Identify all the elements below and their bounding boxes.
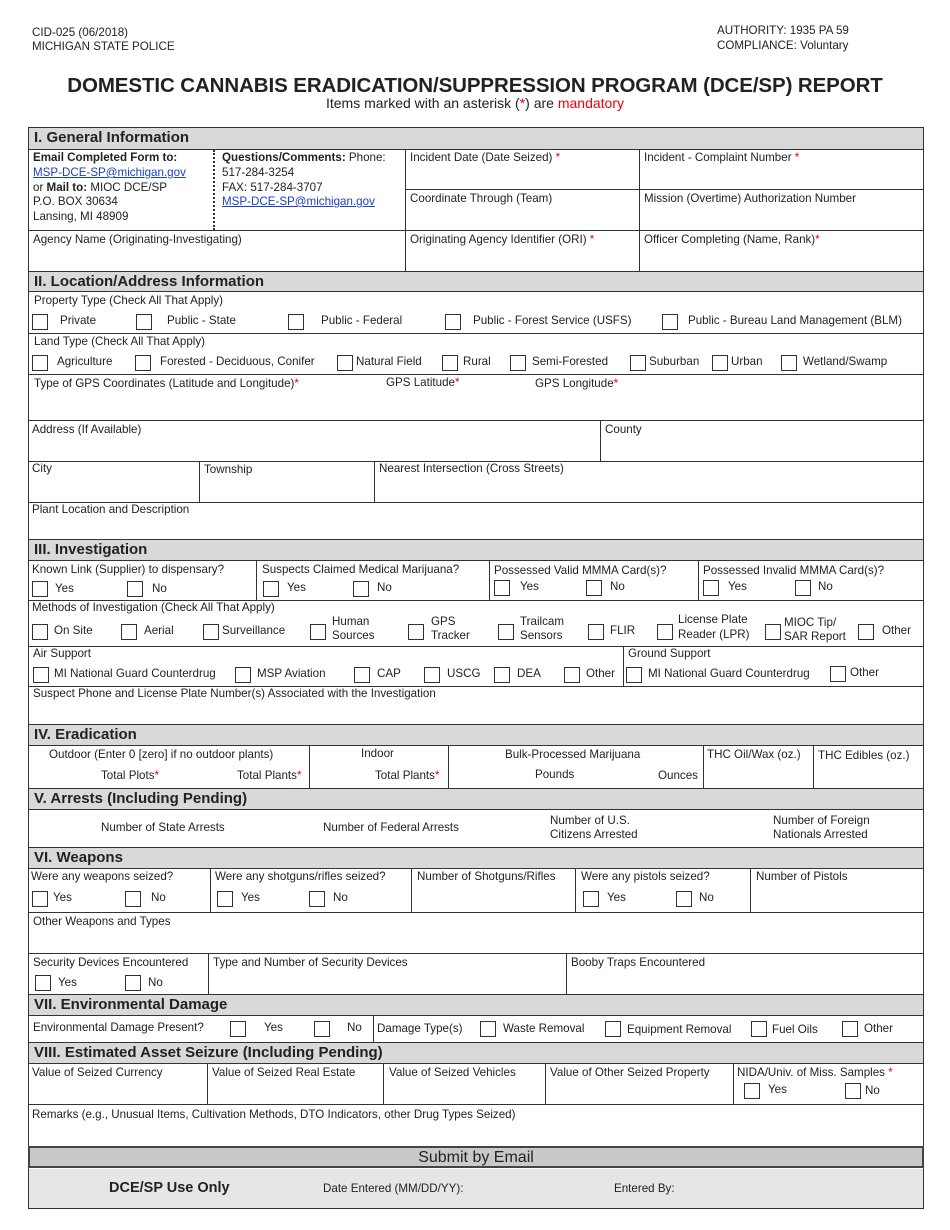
entered-by-field[interactable]: Entered By: [614,1182,675,1195]
land-agriculture-label: Agriculture [57,355,113,368]
seized-vehicles-field[interactable]: Value of Seized Vehicles [389,1066,516,1079]
checkbox-pistols-no[interactable] [676,891,692,907]
land-semi-forested-label: Semi-Forested [532,355,609,368]
bulk-label: Bulk-Processed Marijuana [505,748,641,761]
ground-support-label: Ground Support [628,647,711,660]
agency-name-header: MICHIGAN STATE POLICE [32,40,175,53]
damage-other-label: Other [864,1022,893,1035]
seized-real-estate-field[interactable]: Value of Seized Real Estate [212,1066,356,1079]
checkbox-air-uscg[interactable] [424,667,440,683]
checkbox-security-yes[interactable] [35,975,51,991]
checkbox-shotguns-yes[interactable] [217,891,233,907]
mission-authorization-field[interactable]: Mission (Overtime) Authorization Number [644,192,856,205]
state-arrests-field[interactable]: Number of State Arrests [101,821,225,834]
ori-field[interactable]: Originating Agency Identifier (ORI) * [410,233,595,246]
method-on-site-label: On Site [54,624,93,637]
yes-label: Yes [287,581,306,594]
section-general-information: I. General Information [29,128,923,149]
q-invalid-card-label: Possessed Invalid MMMA Card(s)? [703,564,885,577]
indoor-total-plants-field[interactable]: Total Plants* [375,769,440,782]
yes-label: Yes [58,976,77,989]
checkbox-on-site[interactable] [32,624,48,640]
checkbox-weapons-no[interactable] [125,891,141,907]
no-label: No [151,891,166,904]
checkbox-nida-yes[interactable] [744,1083,760,1099]
property-public-federal-label: Public - Federal [321,314,403,327]
ounces-field[interactable]: Ounces [658,769,698,782]
property-public-state-label: Public - State [167,314,236,327]
q-medical-label: Suspects Claimed Medical Marijuana? [262,563,460,576]
agency-name-field[interactable]: Agency Name (Originating-Investigating) [33,233,242,246]
checkbox-air-msp-aviation[interactable] [235,667,251,683]
method-trailcam-label: Trailcam [520,615,565,628]
security-devices-label: Security Devices Encountered [33,956,189,969]
section-arrests: V. Arrests (Including Pending) [29,789,923,809]
email-label: Email Completed Form to: [33,151,178,164]
township-field[interactable]: Township [204,463,253,476]
land-type-label: Land Type (Check All That Apply) [34,335,206,348]
no-label: No [347,1021,362,1034]
checkbox-fuel-oils[interactable] [751,1021,767,1037]
no-label: No [148,976,163,989]
checkbox-lpr[interactable] [657,624,673,640]
checkbox-valid-yes[interactable] [494,580,510,596]
checkbox-equipment-removal[interactable] [605,1021,621,1037]
checkbox-public-state[interactable] [136,314,152,330]
questions-fax: FAX: 517-284-3707 [222,181,323,194]
us-citizens-label-2[interactable]: Citizens Arrested [550,828,638,841]
method-aerial-label: Aerial [144,624,174,637]
nida-samples-label: NIDA/Univ. of Miss. Samples * [737,1066,893,1079]
compliance-text: COMPLIANCE: Voluntary [717,39,849,52]
section-investigation: III. Investigation [29,540,923,560]
env-damage-present-label: Environmental Damage Present? [33,1021,204,1034]
land-suburban-label: Suburban [649,355,700,368]
property-usfs-label: Public - Forest Service (USFS) [473,314,632,327]
method-sensors-label: Sensors [520,629,563,642]
mail-city: Lansing, MI 48909 [33,210,129,223]
complaint-number-field[interactable]: Incident - Complaint Number * [644,151,800,164]
gps-type-field[interactable]: Type of GPS Coordinates (Latitude and Longitude)* [34,377,299,390]
seized-other-property-field[interactable]: Value of Other Seized Property [550,1066,710,1079]
section-eradication: IV. Eradication [29,725,923,745]
checkbox-pistols-yes[interactable] [583,891,599,907]
us-citizens-label-1: Number of U.S. [550,814,630,827]
methods-label: Methods of Investigation (Check All That Apply) [32,601,275,614]
waste-removal-label: Waste Removal [503,1022,585,1035]
checkbox-usfs[interactable] [445,314,461,330]
remarks-field[interactable]: Remarks (e.g., Unusual Items, Cultivation Methods, DTO Indicators, other Drug Types Seized) [32,1108,516,1121]
checkbox-medical-no[interactable] [353,581,369,597]
checkbox-blm[interactable] [662,314,678,330]
method-tracker-label: Tracker [431,629,470,642]
foreign-nationals-label-1: Number of Foreign [773,814,870,827]
questions-label: Questions/Comments: Phone: [222,151,386,164]
checkbox-air-cap[interactable] [354,667,370,683]
land-wetland-label: Wetland/Swamp [803,355,888,368]
questions-phone: 517-284-3254 [222,166,295,179]
checkbox-ground-mi-guard[interactable] [626,667,642,683]
method-other-label: Other [882,624,911,637]
method-mioc-tip-label: MIOC Tip/ [784,616,837,629]
checkbox-dispensary-no[interactable] [127,581,143,597]
land-natural-field-label: Natural Field [356,355,422,368]
no-label: No [152,582,167,595]
checkbox-suburban[interactable] [630,355,646,371]
checkbox-invalid-yes[interactable] [703,580,719,596]
total-plots-field[interactable]: Total Plots* [101,769,160,782]
mail-to-text: or Mail to: MIOC DCE/SP [33,181,167,194]
no-label: No [377,581,392,594]
land-urban-label: Urban [731,355,763,368]
property-private-label: Private [60,314,97,327]
pounds-field[interactable]: Pounds [535,768,575,781]
checkbox-human-sources[interactable] [310,624,326,640]
yes-label: Yes [53,891,72,904]
suspect-phone-field[interactable]: Suspect Phone and License Plate Number(s) Associated with the Investigation [33,687,436,700]
checkbox-agriculture[interactable] [32,355,48,371]
checkbox-flir[interactable] [588,624,604,640]
shotguns-seized-label: Were any shotguns/rifles seized? [215,870,386,883]
method-flir-label: FLIR [610,624,636,637]
form-id: CID-025 (06/2018) [32,26,129,39]
checkbox-semi-forested[interactable] [510,355,526,371]
ground-other-label: Other [850,666,879,679]
num-pistols-field[interactable]: Number of Pistols [756,870,848,883]
yes-label: Yes [264,1021,283,1034]
checkbox-damage-other[interactable] [842,1021,858,1037]
weapons-seized-label: Were any weapons seized? [31,870,174,883]
checkbox-env-no[interactable] [314,1021,330,1037]
checkbox-natural-field[interactable] [337,355,353,371]
questions-email-link[interactable]: MSP-DCE-SP@michigan.gov [222,195,375,208]
plant-location-field[interactable]: Plant Location and Description [32,503,190,516]
use-only-label: DCE/SP Use Only [109,1180,230,1196]
officer-completing-field[interactable]: Officer Completing (Name, Rank)* [644,233,820,246]
address-field[interactable]: Address (If Available) [32,423,142,436]
checkbox-rural[interactable] [442,355,458,371]
checkbox-medical-yes[interactable] [263,581,279,597]
outdoor-total-plants-field[interactable]: Total Plants* [237,769,302,782]
yes-label: Yes [55,582,74,595]
thc-edibles-field[interactable]: THC Edibles (oz.) [818,749,910,762]
submit-by-email-button[interactable]: Submit by Email [28,1146,924,1168]
air-mi-guard-label: MI National Guard Counterdrug [54,667,216,680]
checkbox-dispensary-yes[interactable] [32,581,48,597]
yes-label: Yes [241,891,260,904]
gps-latitude-field[interactable]: GPS Latitude* [386,376,460,389]
air-dea-label: DEA [517,667,541,680]
pistols-seized-label: Were any pistols seized? [581,870,710,883]
section-environmental: VII. Environmental Damage [29,995,923,1015]
checkbox-air-other[interactable] [564,667,580,683]
checkbox-private[interactable] [32,314,48,330]
contact-divider [213,150,215,230]
method-sources-label: Sources [332,629,375,642]
ground-mi-guard-label: MI National Guard Counterdrug [648,667,810,680]
method-lpr-label: Reader (LPR) [678,628,750,641]
method-human-label: Human [332,615,370,628]
air-cap-label: CAP [377,667,401,680]
damage-type-label: Damage Type(s) [377,1022,463,1035]
no-label: No [333,891,348,904]
method-license-plate-label: License Plate [678,613,748,626]
thc-oil-field[interactable]: THC Oil/Wax (oz.) [707,748,801,761]
property-blm-label: Public - Bureau Land Management (BLM) [688,314,902,327]
checkbox-aerial[interactable] [121,624,137,640]
yes-label: Yes [768,1083,787,1096]
air-other-label: Other [586,667,615,680]
county-field[interactable]: County [605,423,642,436]
checkbox-trailcam[interactable] [498,624,514,640]
num-shotguns-field[interactable]: Number of Shotguns/Rifles [417,870,556,883]
checkbox-wetland[interactable] [781,355,797,371]
checkbox-public-federal[interactable] [288,314,304,330]
yes-label: Yes [607,891,626,904]
land-rural-label: Rural [463,355,491,368]
page-title: DOMESTIC CANNABIS ERADICATION/SUPPRESSION PROGRAM (DCE/SP) REPORT [67,74,883,97]
po-box: P.O. BOX 30634 [33,195,118,208]
q-valid-card-label: Possessed Valid MMMA Card(s)? [494,564,667,577]
checkbox-env-yes[interactable] [230,1021,246,1037]
checkbox-mioc-tip[interactable] [765,624,781,640]
checkbox-weapons-yes[interactable] [32,891,48,907]
other-weapons-field[interactable]: Other Weapons and Types [33,915,171,928]
yes-label: Yes [520,580,539,593]
method-gps-label: GPS [431,615,456,628]
federal-arrests-field[interactable]: Number of Federal Arrests [323,821,459,834]
no-label: No [865,1084,880,1097]
checkbox-valid-no[interactable] [586,580,602,596]
intersection-field[interactable]: Nearest Intersection (Cross Streets) [379,462,564,475]
date-entered-field[interactable]: Date Entered (MM/DD/YY): [323,1182,464,1195]
method-sar-report-label: SAR Report [784,630,846,643]
property-type-label: Property Type (Check All That Apply) [34,294,224,307]
checkbox-gps-tracker[interactable] [408,624,424,640]
checkbox-ground-other[interactable] [830,666,846,682]
checkbox-air-dea[interactable] [494,667,510,683]
checkbox-urban[interactable] [712,355,728,371]
checkbox-security-no[interactable] [125,975,141,991]
booby-traps-field[interactable]: Booby Traps Encountered [571,956,706,969]
air-msp-aviation-label: MSP Aviation [257,667,326,680]
outdoor-label: Outdoor (Enter 0 [zero] if no outdoor plants) [49,748,274,761]
section-weapons: VI. Weapons [29,848,923,868]
land-forested-label: Forested - Deciduous, Conifer [160,355,315,368]
checkbox-method-other[interactable] [858,624,874,640]
checkbox-shotguns-no[interactable] [309,891,325,907]
security-type-field[interactable]: Type and Number of Security Devices [213,956,408,969]
section-asset-seizure: VIII. Estimated Asset Seizure (Including Pending) [29,1043,923,1063]
indoor-label: Indoor [361,747,394,760]
incident-date-field[interactable]: Incident Date (Date Seized) * [410,151,561,164]
email-link[interactable]: MSP-DCE-SP@michigan.gov [33,166,186,179]
no-label: No [818,580,833,593]
no-label: No [699,891,714,904]
q-dispensary-label: Known Link (Supplier) to dispensary? [32,563,225,576]
city-field[interactable]: City [32,462,52,475]
air-support-label: Air Support [33,647,91,660]
checkbox-nida-no[interactable] [845,1083,861,1099]
checkbox-waste-removal[interactable] [480,1021,496,1037]
seized-currency-field[interactable]: Value of Seized Currency [32,1066,163,1079]
page-subtitle: Items marked with an asterisk (*) are mandatory [325,95,625,111]
no-label: No [610,580,625,593]
yes-label: Yes [728,580,747,593]
section-location: II. Location/Address Information [29,272,923,291]
air-uscg-label: USCG [447,667,481,680]
checkbox-forested[interactable] [135,355,151,371]
method-surveillance-label: Surveillance [222,624,286,637]
equipment-removal-label: Equipment Removal [627,1023,732,1036]
checkbox-air-mi-guard[interactable] [33,667,49,683]
gps-longitude-field[interactable]: GPS Longitude* [535,377,619,390]
foreign-nationals-label-2[interactable]: Nationals Arrested [773,828,868,841]
checkbox-invalid-no[interactable] [795,580,811,596]
coordinate-through-field[interactable]: Coordinate Through (Team) [410,192,553,205]
fuel-oils-label: Fuel Oils [772,1023,818,1036]
authority-text: AUTHORITY: 1935 PA 59 [717,24,849,37]
checkbox-surveillance[interactable] [203,624,219,640]
